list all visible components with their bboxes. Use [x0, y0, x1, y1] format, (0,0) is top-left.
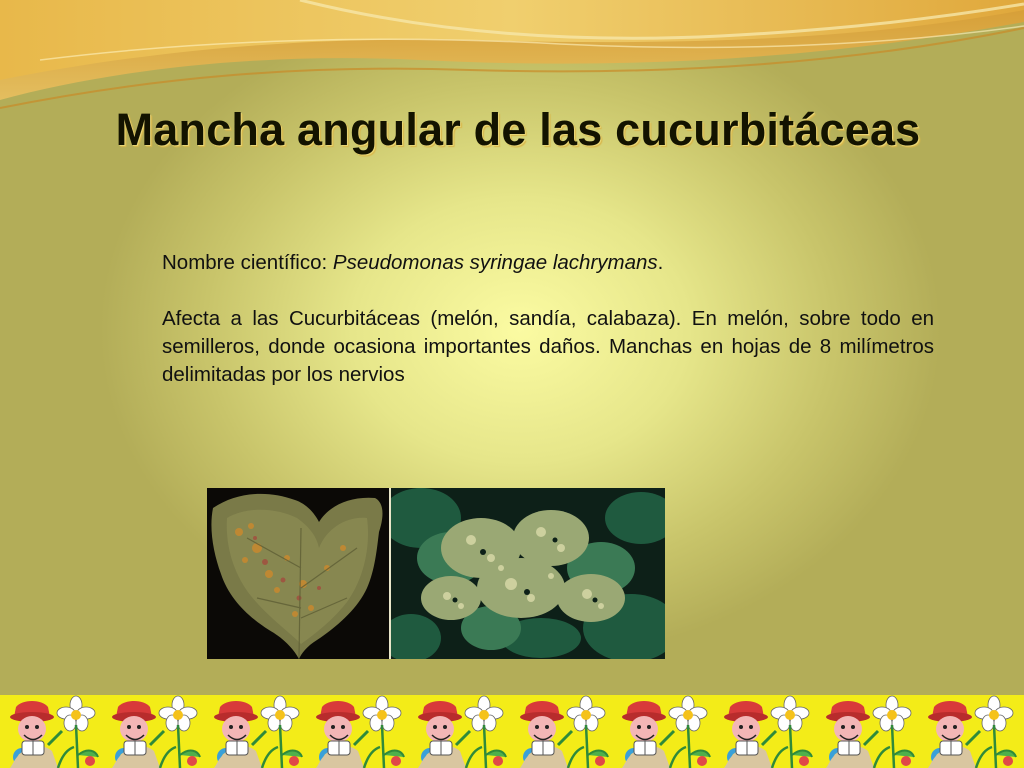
- cartoon-gardener-flower-icon: [826, 696, 914, 768]
- cartoon-gardener-flower-icon: [316, 696, 404, 768]
- cartoon-gardener-flower-icon: [418, 696, 506, 768]
- photo-group: [207, 488, 665, 659]
- cartoon-gardener-flower-icon: [112, 696, 200, 768]
- slide-title: Mancha angular de las cucurbitáceas: [115, 104, 921, 155]
- cartoon-gardener-flower-icon: [10, 696, 98, 768]
- slide-body: [162, 249, 934, 389]
- infected-plants-photo: [391, 488, 665, 659]
- description-paragraph: Afecta a las Cucurbitáceas (melón, sandía, calabaza). En melón, sobre todo en semilleros, donde ocasiona importantes daños. Manchas en hojas de 8 milímetros delimitadas por los nervios: [162, 307, 934, 386]
- bottom-border-strip: [0, 695, 1024, 768]
- scientific-name: Pseudomonas syringae lachrymans: [332, 251, 658, 274]
- scientific-name-label: Nombre científico:: [162, 251, 333, 274]
- cartoon-gardener-flower-icon: [214, 696, 302, 768]
- infected-leaf-photo: [207, 488, 389, 659]
- top-wave-decoration: [0, 0, 1024, 120]
- scientific-name-period: .: [657, 251, 664, 274]
- cartoon-gardener-flower-icon: [520, 696, 608, 768]
- scientific-name-line: [162, 249, 934, 277]
- cartoon-gardener-flower-icon: [724, 696, 812, 768]
- cartoon-gardener-flower-icon: [622, 696, 710, 768]
- cartoon-gardener-flower-icon: [928, 696, 1016, 768]
